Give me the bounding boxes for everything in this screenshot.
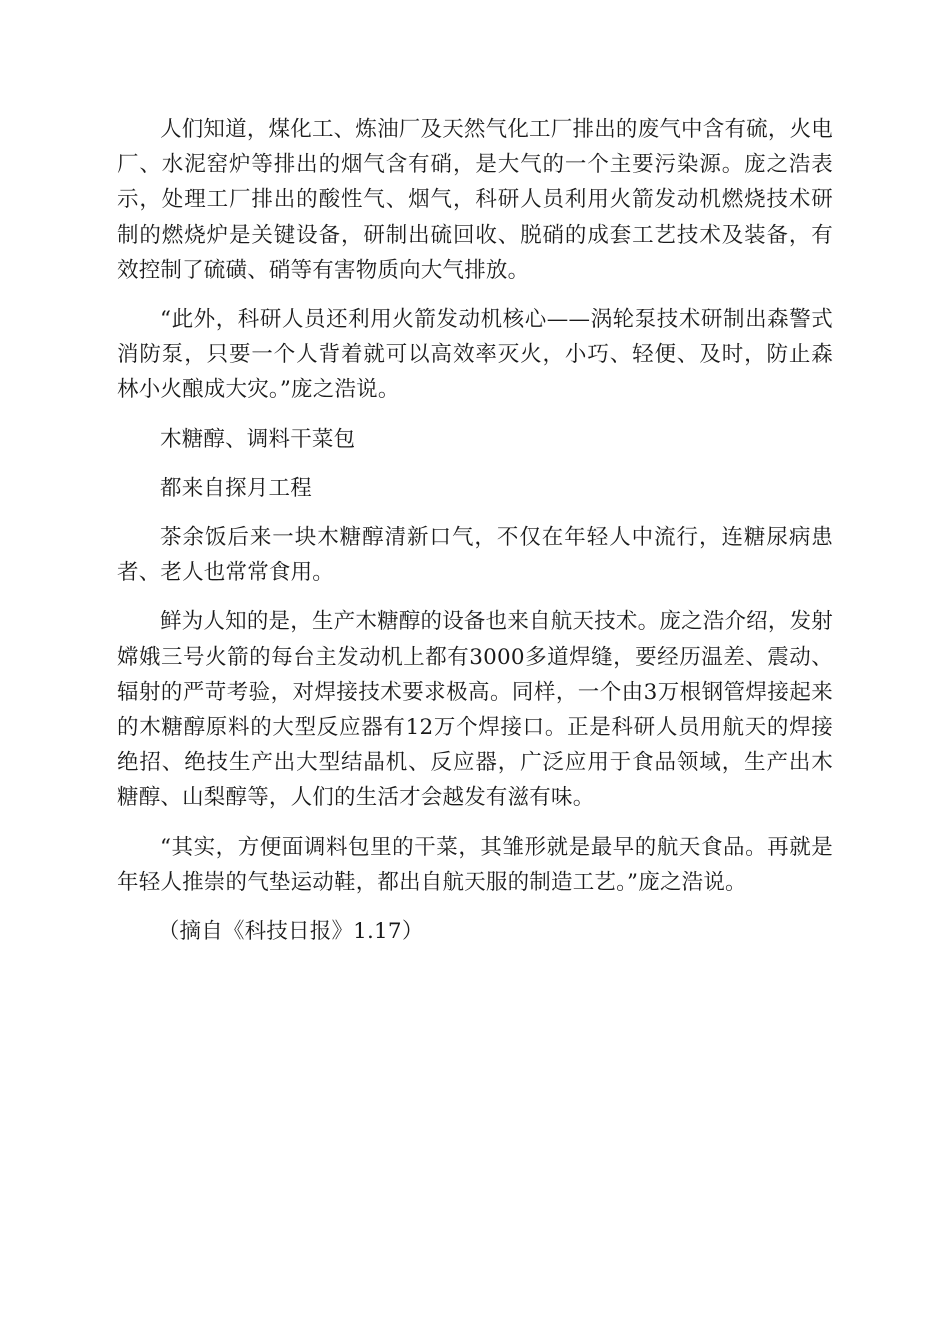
subheading-line-2: 都来自探月工程	[160, 475, 312, 501]
paragraph-fire-pump: “此外，科研人员还利用火箭发动机核心——涡轮泵技术研制出森警式消防泵，只要一个人背着就可以高效率灭火，小巧、轻便、及时，防止森林小火酿成大灾。”庞之浩说。	[117, 307, 833, 403]
paragraph-space-food: “其实，方便面调料包里的干菜，其雏形就是最早的航天食品。再就是年轻人推崇的气垫运动鞋，都出自航天服的制造工艺。”庞之浩说。	[117, 834, 833, 895]
paragraph-welding: 鲜为人知的是，生产木糖醇的设备也来自航天技术。庞之浩介绍，发射嫦娥三号火箭的每台主发动机上都有3000多道焊缝，要经历温差、震动、辐射的严苛考验，对焊接技术要求极高。同样，一个由3万根钢管焊接起来的木糖醇原料的大型反应器有12万个焊接口。正是科研人员用航天的焊接绝招、绝技生产出大型结晶机、反应器，广泛应用于食品领域，生产出木糖醇、山梨醇等，人们的生活才会越发有滋有味。	[117, 609, 833, 811]
subheading-line-1: 木糖醇、调料干菜包	[160, 426, 356, 452]
article-body	[117, 112, 833, 949]
paragraph-pollution: 人们知道，煤化工、炼油厂及天然气化工厂排出的废气中含有硫，火电厂、水泥窑炉等排出的烟气含有硝，是大气的一个主要污染源。庞之浩表示，处理工厂排出的酸性气、烟气，科研人员利用火箭发动机燃烧技术研制的燃烧炉是关键设备，研制出硫回收、脱硝的成套工艺技术及装备，有效控制了硫磺、硝等有害物质向大气排放。	[117, 117, 833, 283]
paragraph-xylitol-intro: 茶余饭后来一块木糖醇清新口气，不仅在年轻人中流行，连糖尿病患者、老人也常常食用。	[117, 525, 833, 586]
source-citation: （摘自《科技日报》1.17）	[157, 919, 424, 945]
